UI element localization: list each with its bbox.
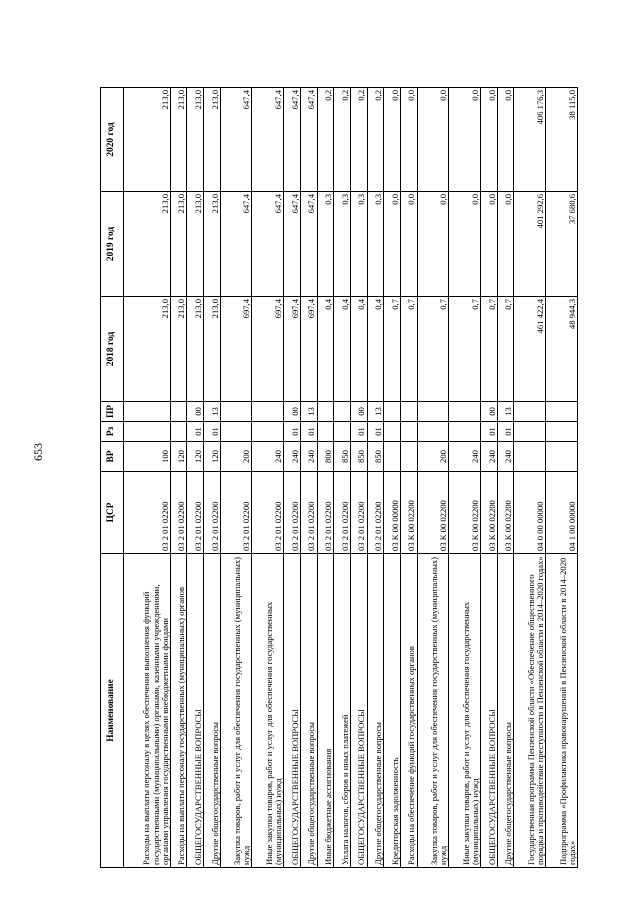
table-row <box>252 88 284 868</box>
cell-2018: 0,4 <box>317 297 334 402</box>
cell-rz <box>252 422 284 442</box>
table-row <box>514 88 546 868</box>
cell-pr <box>417 402 449 422</box>
cell-name: Другие общегосударственные вопросы <box>300 554 317 868</box>
cell-2019: 0,0 <box>481 192 498 297</box>
cell-pr: 13 <box>367 402 384 422</box>
table-row <box>300 88 317 868</box>
cell-pr <box>170 402 187 422</box>
header-rz: Рз <box>101 422 124 442</box>
cell-2020: 0,0 <box>449 88 481 192</box>
cell-pr: 13 <box>300 402 317 422</box>
cell-pr <box>252 402 284 422</box>
table-row <box>187 88 204 868</box>
cell-name: Расходы на выплаты персоналу в целях обеспечения выполнения функций государственными (муниципальными) органами, казенными учреждениями, органами управления государственными внебюджетными фондами <box>124 554 171 868</box>
cell-vr: 240 <box>252 442 284 472</box>
cell-2018: 0,4 <box>334 297 351 402</box>
cell-vr: 850 <box>334 442 351 472</box>
cell-pr: 00 <box>350 402 367 422</box>
cell-2019: 0,0 <box>384 192 401 297</box>
cell-vr <box>546 442 578 472</box>
cell-csr: 03 2 01 02200 <box>124 472 171 554</box>
cell-rz <box>334 422 351 442</box>
cell-2018: 213,0 <box>204 297 221 402</box>
cell-name: Другие общегосударственные вопросы <box>367 554 384 868</box>
cell-name: ОБЩЕГОСУДАРСТВЕННЫЕ ВОПРОСЫ <box>284 554 301 868</box>
cell-name: Закупка товаров, работ и услуг для обеспечения государственных (муниципальных) нужд <box>417 554 449 868</box>
budget-table <box>100 87 578 868</box>
cell-2018: 213,0 <box>124 297 171 402</box>
cell-2019: 0,0 <box>497 192 514 297</box>
cell-rz <box>514 422 546 442</box>
cell-rz: 01 <box>284 422 301 442</box>
cell-csr: 03 К 00 00000 <box>384 472 401 554</box>
cell-2020: 647,4 <box>300 88 317 192</box>
cell-pr <box>334 402 351 422</box>
cell-2020: 213,0 <box>170 88 187 192</box>
cell-csr: 03 2 01 02200 <box>187 472 204 554</box>
cell-2019: 647,4 <box>300 192 317 297</box>
cell-csr: 03 2 01 02200 <box>300 472 317 554</box>
table-row <box>384 88 401 868</box>
table-row <box>124 88 171 868</box>
cell-rz: 01 <box>187 422 204 442</box>
table-row <box>449 88 481 868</box>
cell-vr <box>514 442 546 472</box>
cell-2018: 697,4 <box>220 297 252 402</box>
table-row <box>400 88 417 868</box>
cell-name: Другие общегосударственные вопросы <box>204 554 221 868</box>
cell-name: Государственная программа Пензенской области «Обеспечение общественного порядка и противодействие преступности в Пензенской области в 2014–2020 годах» <box>514 554 546 868</box>
cell-2019: 0,3 <box>367 192 384 297</box>
cell-name: Иные закупки товаров, работ и услуг для обеспечения государственных (муниципальных) нужд <box>449 554 481 868</box>
table-row <box>546 88 578 868</box>
cell-2019: 213,0 <box>124 192 171 297</box>
cell-2018: 0,7 <box>400 297 417 402</box>
cell-pr: 00 <box>187 402 204 422</box>
cell-2020: 0,0 <box>400 88 417 192</box>
cell-name: ОБЩЕГОСУДАРСТВЕННЫЕ ВОПРОСЫ <box>187 554 204 868</box>
cell-csr: 03 К 00 02200 <box>497 472 514 554</box>
header-pr: ПР <box>101 402 124 422</box>
cell-csr: 04 1 00 00000 <box>546 472 578 554</box>
cell-2019: 0,0 <box>417 192 449 297</box>
cell-vr: 240 <box>284 442 301 472</box>
cell-vr: 120 <box>170 442 187 472</box>
cell-2018: 0,7 <box>417 297 449 402</box>
cell-pr <box>449 402 481 422</box>
cell-csr: 03 К 00 02200 <box>400 472 417 554</box>
cell-rz <box>417 422 449 442</box>
cell-2018: 0,7 <box>481 297 498 402</box>
cell-2018: 48 944,3 <box>546 297 578 402</box>
cell-pr <box>400 402 417 422</box>
cell-name: Расходы на обеспечение функций государственных органов <box>400 554 417 868</box>
cell-2019: 213,0 <box>170 192 187 297</box>
cell-2020: 0,0 <box>417 88 449 192</box>
cell-vr: 850 <box>367 442 384 472</box>
table-row <box>284 88 301 868</box>
cell-2020: 213,0 <box>204 88 221 192</box>
cell-name: Иные закупки товаров, работ и услуг для обеспечения государственных (муниципальных) нужд <box>252 554 284 868</box>
cell-rz <box>170 422 187 442</box>
cell-csr: 03 2 01 02200 <box>317 472 334 554</box>
table-row <box>417 88 449 868</box>
cell-2020: 213,0 <box>124 88 171 192</box>
cell-name: Иные бюджетные ассигнования <box>317 554 334 868</box>
cell-rz: 01 <box>350 422 367 442</box>
cell-csr: 03 К 00 02200 <box>417 472 449 554</box>
cell-2018: 697,4 <box>252 297 284 402</box>
cell-2020: 213,0 <box>187 88 204 192</box>
table-body <box>124 88 578 868</box>
cell-pr <box>317 402 334 422</box>
header-vr: ВР <box>101 442 124 472</box>
cell-2019: 213,0 <box>204 192 221 297</box>
cell-2019: 37 680,6 <box>546 192 578 297</box>
cell-name: Кредиторская задолженность <box>384 554 401 868</box>
cell-pr: 13 <box>497 402 514 422</box>
cell-2020: 647,4 <box>284 88 301 192</box>
cell-2019: 0,3 <box>334 192 351 297</box>
cell-2019: 0,0 <box>400 192 417 297</box>
cell-rz <box>220 422 252 442</box>
cell-csr: 03 К 00 02200 <box>481 472 498 554</box>
cell-name: ОБЩЕГОСУДАРСТВЕННЫЕ ВОПРОСЫ <box>350 554 367 868</box>
budget-table-container <box>100 88 578 868</box>
cell-vr: 850 <box>350 442 367 472</box>
cell-2019: 647,4 <box>220 192 252 297</box>
table-row <box>204 88 221 868</box>
cell-2018: 213,0 <box>170 297 187 402</box>
cell-2019: 401 292,6 <box>514 192 546 297</box>
cell-name: Подпрограмма «Профилактика правонарушений в Пензенской области в 2014–2020 годах» <box>546 554 578 868</box>
cell-vr: 240 <box>449 442 481 472</box>
cell-csr: 03 2 01 02200 <box>170 472 187 554</box>
cell-pr <box>546 402 578 422</box>
cell-name: Уплата налогов, сборов и иных платежей <box>334 554 351 868</box>
cell-rz: 01 <box>497 422 514 442</box>
cell-rz <box>400 422 417 442</box>
cell-pr: 13 <box>204 402 221 422</box>
cell-2020: 0,2 <box>334 88 351 192</box>
cell-2019: 0,3 <box>350 192 367 297</box>
cell-rz <box>384 422 401 442</box>
cell-rz: 01 <box>204 422 221 442</box>
table-header-row <box>101 88 124 868</box>
cell-vr <box>400 442 417 472</box>
cell-vr: 240 <box>300 442 317 472</box>
header-csr: ЦСР <box>101 472 124 554</box>
cell-name: Закупка товаров, работ и услуг для обеспечения государственных (муниципальных) нужд <box>220 554 252 868</box>
cell-2018: 0,4 <box>367 297 384 402</box>
page-number: 653 <box>31 443 45 461</box>
cell-csr: 03 2 01 02200 <box>284 472 301 554</box>
cell-rz: 01 <box>481 422 498 442</box>
cell-2019: 0,0 <box>449 192 481 297</box>
cell-vr: 100 <box>124 442 171 472</box>
cell-2020: 647,4 <box>220 88 252 192</box>
table-row <box>481 88 498 868</box>
cell-2018: 697,4 <box>284 297 301 402</box>
cell-vr: 120 <box>204 442 221 472</box>
table-row <box>220 88 252 868</box>
cell-2020: 0,0 <box>481 88 498 192</box>
cell-rz: 01 <box>300 422 317 442</box>
cell-pr: 00 <box>284 402 301 422</box>
header-2020: 2020 год <box>101 88 124 192</box>
cell-2018: 697,4 <box>300 297 317 402</box>
cell-vr: 200 <box>417 442 449 472</box>
cell-csr: 03 2 01 02200 <box>204 472 221 554</box>
cell-2018: 213,0 <box>187 297 204 402</box>
cell-rz <box>317 422 334 442</box>
cell-2020: 38 115,0 <box>546 88 578 192</box>
header-name: Наименование <box>101 554 124 868</box>
table-row <box>317 88 334 868</box>
header-2018: 2018 год <box>101 297 124 402</box>
cell-2020: 647,4 <box>252 88 284 192</box>
cell-csr: 03 К 00 02200 <box>449 472 481 554</box>
cell-2020: 0,2 <box>317 88 334 192</box>
cell-csr: 03 2 01 02200 <box>350 472 367 554</box>
table-row <box>334 88 351 868</box>
cell-2020: 0,0 <box>384 88 401 192</box>
cell-pr <box>384 402 401 422</box>
cell-2018: 461 422,4 <box>514 297 546 402</box>
cell-name: ОБЩЕГОСУДАРСТВЕННЫЕ ВОПРОСЫ <box>481 554 498 868</box>
cell-pr <box>124 402 171 422</box>
cell-rz <box>449 422 481 442</box>
cell-vr: 240 <box>497 442 514 472</box>
cell-csr: 03 2 01 02200 <box>334 472 351 554</box>
cell-name: Другие общегосударственные вопросы <box>497 554 514 868</box>
table-row <box>350 88 367 868</box>
table-row <box>170 88 187 868</box>
cell-rz <box>124 422 171 442</box>
cell-2020: 0,2 <box>350 88 367 192</box>
cell-2019: 213,0 <box>187 192 204 297</box>
cell-name: Расходы на выплаты персоналу государственных (муниципальных) органов <box>170 554 187 868</box>
cell-pr <box>220 402 252 422</box>
cell-2018: 0,4 <box>350 297 367 402</box>
cell-vr <box>384 442 401 472</box>
cell-vr: 800 <box>317 442 334 472</box>
cell-csr: 04 0 00 00000 <box>514 472 546 554</box>
cell-csr: 03 2 01 02200 <box>220 472 252 554</box>
cell-vr: 200 <box>220 442 252 472</box>
cell-pr <box>514 402 546 422</box>
cell-vr: 120 <box>187 442 204 472</box>
cell-2020: 0,0 <box>497 88 514 192</box>
cell-2019: 647,4 <box>252 192 284 297</box>
table-row <box>497 88 514 868</box>
cell-rz: 01 <box>367 422 384 442</box>
cell-2018: 0,7 <box>449 297 481 402</box>
cell-2019: 647,4 <box>284 192 301 297</box>
cell-vr: 240 <box>481 442 498 472</box>
cell-pr: 00 <box>481 402 498 422</box>
cell-csr: 03 2 01 02200 <box>252 472 284 554</box>
cell-2020: 0,2 <box>367 88 384 192</box>
cell-2018: 0,7 <box>497 297 514 402</box>
cell-rz <box>546 422 578 442</box>
cell-2018: 0,7 <box>384 297 401 402</box>
cell-2020: 406 176,3 <box>514 88 546 192</box>
cell-csr: 03 2 01 02200 <box>367 472 384 554</box>
header-2019: 2019 год <box>101 192 124 297</box>
table-row <box>367 88 384 868</box>
cell-2019: 0,3 <box>317 192 334 297</box>
